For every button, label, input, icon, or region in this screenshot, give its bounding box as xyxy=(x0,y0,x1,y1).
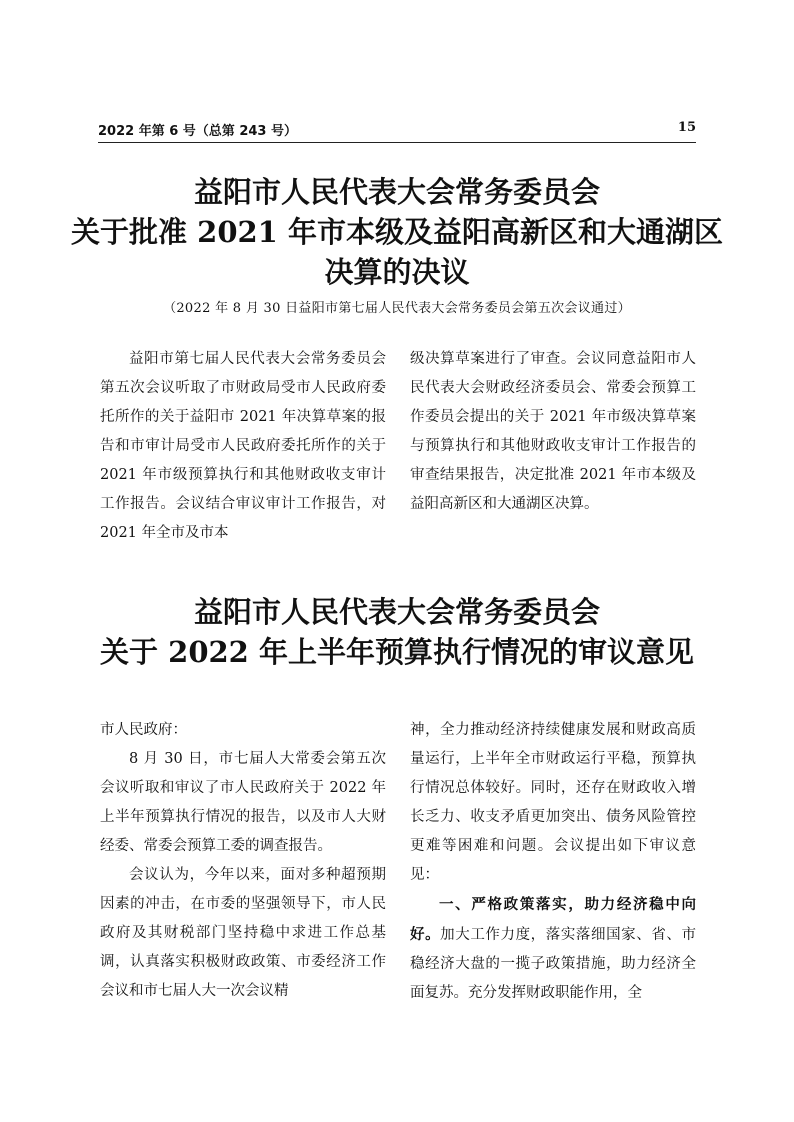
article1-title-line: 关于批准 2021 年市本级及益阳高新区和大通湖区 xyxy=(71,215,723,249)
article1-right-column xyxy=(410,345,696,519)
article2-section xyxy=(410,890,696,1008)
issue-label: 2022 年第 6 号（总第 243 号） xyxy=(98,124,297,139)
article1-paragraph-continued: 级决算草案进行了审查。会议同意益阳市人民代表大会财政经济委员会、常委会预算工作委员会提出的关于 2021 年市级决算草案与预算执行和其他财政收支审计工作报告的审查结果报告，决定批准 2021 年市本级及益阳高新区和大通湖区决算。 xyxy=(410,351,696,512)
article2-paragraph: 会议认为，今年以来，面对多种超预期因素的冲击，在市委的坚强领导下，市人民政府及其财税部门坚持稳中求进工作总基调，认真落实积极财政政策、市委经济工作会议和市七届人大一次会议精 xyxy=(100,867,386,999)
article2-title-line: 益阳市人民代表大会常务委员会 xyxy=(193,595,600,629)
article1-title xyxy=(60,172,734,292)
article2-salutation: 市人民政府： xyxy=(100,722,187,738)
article1-title-line: 益阳市人民代表大会常务委员会 xyxy=(193,175,600,209)
article2-title xyxy=(60,592,734,672)
article1-paragraph: 益阳市第七届人民代表大会常务委员会第五次会议听取了市财政局受市人民政府委托所作的关于益阳市 2021 年决算草案的报告和市审计局受市人民政府委托所作的关于 2021 年市级预算执行和其他财政收支审计工作报告。会议结合审议审计工作报告，对 2021 年全市及市本 xyxy=(100,351,386,541)
article1-title-line: 决算的决议 xyxy=(324,255,470,289)
article2-paragraph: 8 月 30 日，市七届人大常委会第五次会议听取和审议了市人民政府关于 2022 年上半年预算执行情况的报告，以及市人大财经委、常委会预算工委的调查报告。 xyxy=(100,751,386,854)
article2-left-column xyxy=(100,716,386,1006)
article2-title-line: 关于 2022 年上半年预算执行情况的审议意见 xyxy=(100,635,694,669)
article1-left-column xyxy=(100,345,386,548)
article2-paragraph-continued: 神，全力推动经济持续健康发展和财政高质量运行，上半年全市财政运行平稳，预算执行情况总体较好。同时，还存在财政收入增长乏力、收支矛盾更加突出、债务风险管控更难等困难和问题。会议提出如下审议意见： xyxy=(410,722,696,883)
section-heading: 一、严格政策落实，助力经济稳中向好。 xyxy=(410,896,696,943)
page-header xyxy=(98,118,696,143)
page-number: 15 xyxy=(677,120,696,135)
section-body: 加大工作力度，落实落细国家、省、市稳经济大盘的一揽子政策措施，助力经济全面复苏。充分发挥财政职能作用，全 xyxy=(410,927,697,1001)
article1-subtitle: （2022 年 8 月 30 日益阳市第七届人民代表大会常务委员会第五次会议通过） xyxy=(163,301,631,316)
article2-right-column xyxy=(410,716,696,1008)
